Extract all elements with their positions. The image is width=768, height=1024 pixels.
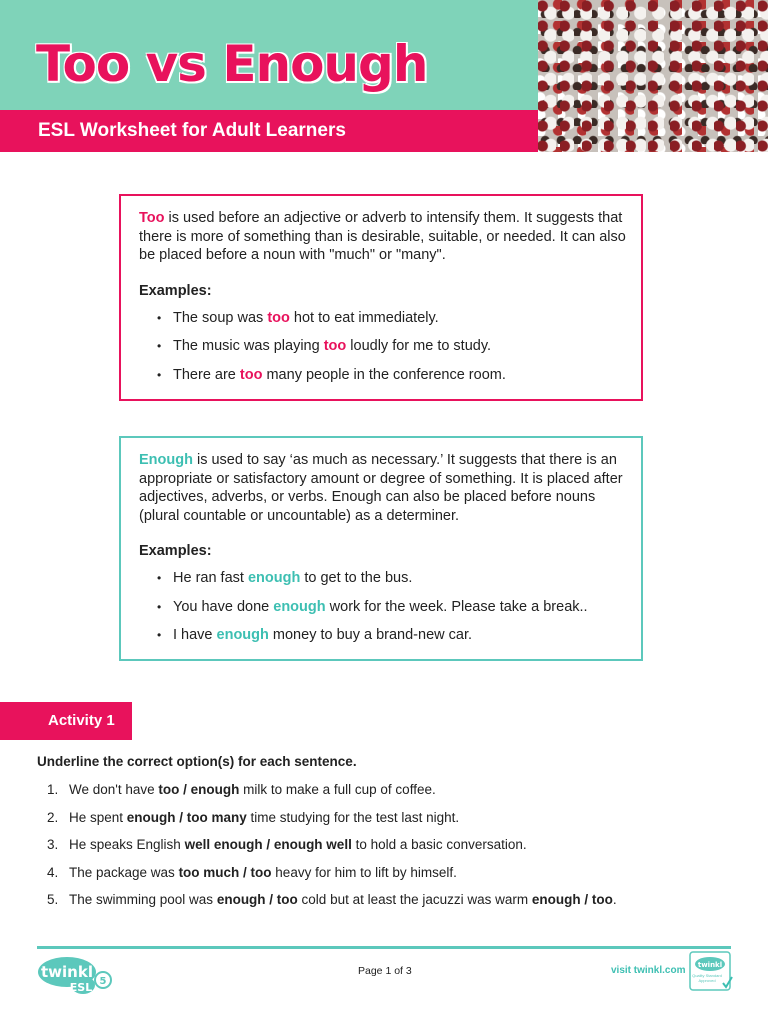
too-keyword: Too <box>139 210 165 226</box>
activity-item <box>40 891 617 919</box>
example-text: hot to eat immediately. <box>289 309 439 326</box>
crowd-photo <box>538 0 768 152</box>
activity-item <box>40 864 617 892</box>
enough-example-item <box>139 569 631 587</box>
enough-example-item <box>139 598 631 616</box>
item-options[interactable]: too / enough <box>158 782 240 797</box>
item-options[interactable]: enough / too many <box>126 809 247 825</box>
item-options[interactable]: too much / too <box>178 864 272 880</box>
activity-list <box>40 781 617 919</box>
example-text: He ran fast <box>173 570 248 586</box>
too-definition <box>139 209 629 265</box>
item-text: time studying for the test last night. <box>246 809 460 825</box>
activity-instruction: Underline the correct option(s) for each sentence. <box>37 754 357 769</box>
too-definition-text: is used before an adjective or adverb to intensify them. It suggests that there is more of something than is desirable, suitable, or needed. It can also be placed before a noun with "much" or "many". <box>139 210 626 263</box>
too-examples-heading: Examples: <box>139 282 212 299</box>
enough-highlight: enough <box>273 598 326 615</box>
activity-item <box>40 781 617 809</box>
bullet-icon: • <box>157 367 162 382</box>
item-text: heavy for him to lift by himself. <box>271 864 457 880</box>
example-text: You have done <box>173 598 274 615</box>
enough-highlight: enough <box>247 570 301 586</box>
enough-example-item <box>139 626 631 644</box>
svg-text:5: 5 <box>99 976 107 987</box>
page-number: Page 1 of 3 <box>358 965 412 977</box>
item-text: . <box>612 892 617 907</box>
activity-label: Activity 1 <box>48 712 115 729</box>
page-title: Too vs Enough <box>36 35 428 93</box>
example-text: loudly for me to study. <box>346 338 492 354</box>
too-example-item <box>139 337 629 355</box>
too-example-item <box>139 309 629 327</box>
example-text: There are <box>173 366 240 383</box>
bullet-icon: • <box>157 571 162 585</box>
item-text: to hold a basic conversation. <box>351 837 527 852</box>
bullet-icon: • <box>157 310 162 325</box>
bullet-icon: • <box>157 339 162 353</box>
item-text: He speaks English <box>69 837 185 852</box>
too-highlight: too <box>239 366 263 383</box>
logo-sub: ESL <box>69 981 93 994</box>
item-text: milk to make a full cup of coffee. <box>239 782 436 797</box>
example-text: work for the week. Please take a break.. <box>325 598 588 615</box>
item-number: 1. <box>47 782 59 797</box>
item-options[interactable]: enough / too <box>531 892 613 907</box>
example-text: money to buy a brand-new car. <box>268 627 473 643</box>
enough-definition <box>139 451 631 525</box>
item-number: 5. <box>47 892 59 907</box>
enough-keyword: Enough <box>139 452 193 468</box>
bullet-icon: • <box>157 628 162 642</box>
item-number: 3. <box>47 837 59 852</box>
enough-examples-list <box>139 569 631 644</box>
activity-item <box>40 809 617 837</box>
item-text: The package was <box>69 864 179 880</box>
item-text: The swimming pool was <box>69 892 217 907</box>
example-text: many people in the conference room. <box>262 366 506 383</box>
example-text: The soup was <box>173 309 268 326</box>
example-text: I have <box>173 627 217 643</box>
too-explanation-box <box>119 194 643 401</box>
item-number: 4. <box>47 864 59 880</box>
too-example-item <box>139 366 629 384</box>
too-highlight: too <box>267 309 290 326</box>
enough-examples-heading: Examples: <box>139 543 212 559</box>
item-options[interactable]: well enough / enough well <box>184 837 352 852</box>
quality-badge-icon <box>689 951 733 993</box>
page-subtitle: ESL Worksheet for Adult Learners <box>38 120 346 141</box>
enough-explanation-box <box>119 436 643 661</box>
enough-definition-text: is used to say ‘as much as necessary.’ It suggests that there is an appropriate or satisfactory amount or degree of something. It is placed after adjectives, adverbs, or verbs. Enough can also be placed before nouns (plural countable or uncountable) as a determiner. <box>139 452 623 524</box>
footer-divider <box>37 946 731 949</box>
badge-text: twinkl <box>697 961 723 969</box>
item-text: We don't have <box>69 782 159 797</box>
item-text: cold but at least the jacuzzi was warm <box>297 892 532 907</box>
example-text: to get to the bus. <box>300 570 413 586</box>
visit-link[interactable]: visit twinkl.com <box>611 965 686 976</box>
logo-text: twinkl <box>41 963 93 981</box>
too-examples-list <box>139 309 629 384</box>
too-highlight: too <box>323 338 347 354</box>
item-options[interactable]: enough / too <box>216 892 298 907</box>
enough-highlight: enough <box>216 627 269 643</box>
badge-sub: Quality Standard Approved <box>692 973 722 983</box>
bullet-icon: • <box>157 599 162 614</box>
example-text: The music was playing <box>173 338 324 354</box>
item-number: 2. <box>47 809 59 825</box>
item-text: He spent <box>69 809 127 825</box>
activity-item <box>40 836 617 864</box>
twinkl-logo-icon[interactable] <box>37 955 113 995</box>
